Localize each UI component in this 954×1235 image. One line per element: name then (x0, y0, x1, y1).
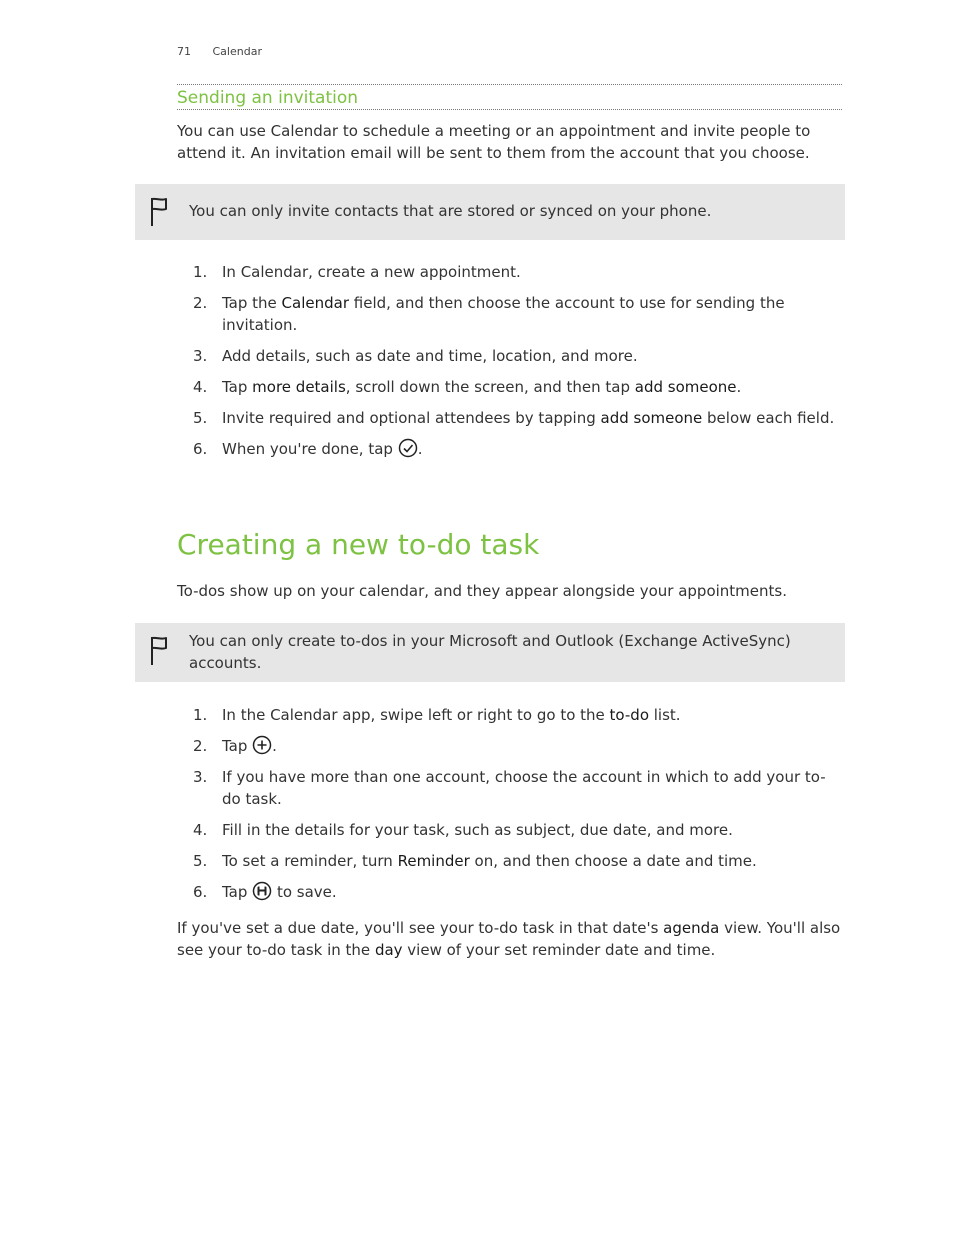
list-item: 3. If you have more than one account, choose the account in which to add your to-do task. (193, 768, 826, 808)
check-circle-icon (398, 438, 418, 458)
running-header (177, 45, 262, 58)
steps-list-invite (177, 261, 842, 469)
ui-term-more-details: more details (252, 378, 346, 396)
list-item: 6. Tap to save. (193, 883, 337, 901)
section2-outro: If you've set a due date, you'll see your to-do task in that date's agenda view. You'll also see your to-do task in the day view of your set reminder date and time. (177, 919, 841, 959)
list-item: 4. Tap more details, scroll down the screen, and then tap add someone. (193, 378, 742, 396)
chapter-title-todo: Creating a new to-do task (177, 528, 540, 561)
list-item: 2. Tap . (193, 737, 277, 755)
note-text-invite: You can only invite contacts that are stored or synced on your phone. (189, 202, 712, 220)
list-item: 4. Fill in the details for your task, such as subject, due date, and more. (193, 821, 733, 839)
list-item: 3. Add details, such as date and time, location, and more. (193, 347, 638, 365)
ui-term-to-do: to-do (609, 706, 649, 724)
steps-list-todo (177, 704, 842, 912)
list-item: 5. To set a reminder, turn Reminder on, and then choose a date and time. (193, 852, 757, 870)
section2-intro: To-dos show up on your calendar, and they appear alongside your appointments. (177, 582, 787, 600)
section-heading-container (177, 84, 842, 110)
flag-icon (149, 635, 169, 667)
list-item: 1. In the Calendar app, swipe left or right to go to the to-do list. (193, 706, 681, 724)
note-text-todo: You can only create to-dos in your Microsoft and Outlook (Exchange ActiveSync) accounts. (189, 632, 791, 672)
section-title-sending-invitation: Sending an invitation (177, 88, 359, 108)
list-item: 1. In Calendar, create a new appointment. (193, 263, 521, 281)
ui-term-day: day (374, 941, 403, 959)
chapter-name: Calendar (212, 45, 262, 58)
section1-intro: You can use Calendar to schedule a meeting or an appointment and invite people to attend it. An invitation email will be sent to them from the account that you choose. (177, 122, 811, 162)
ui-term-reminder: Reminder (397, 852, 470, 870)
list-item: 2. Tap the Calendar field, and then choose the account to use for sending the invitation. (193, 294, 785, 334)
ui-term-agenda: agenda (663, 919, 720, 937)
ui-term-add-someone: add someone (600, 409, 703, 427)
save-circle-icon (252, 881, 272, 901)
ui-term-calendar: Calendar (281, 294, 349, 312)
ui-term-add-someone: add someone (634, 378, 737, 396)
page-number: 71 (177, 45, 191, 58)
flag-icon (149, 196, 169, 228)
list-item: 5. Invite required and optional attendees by tapping add someone below each field. (193, 409, 835, 427)
list-item: 6. When you're done, tap . (193, 440, 423, 458)
note-box-todo (135, 623, 845, 682)
plus-circle-icon (252, 735, 272, 755)
note-box-invite (135, 184, 845, 240)
